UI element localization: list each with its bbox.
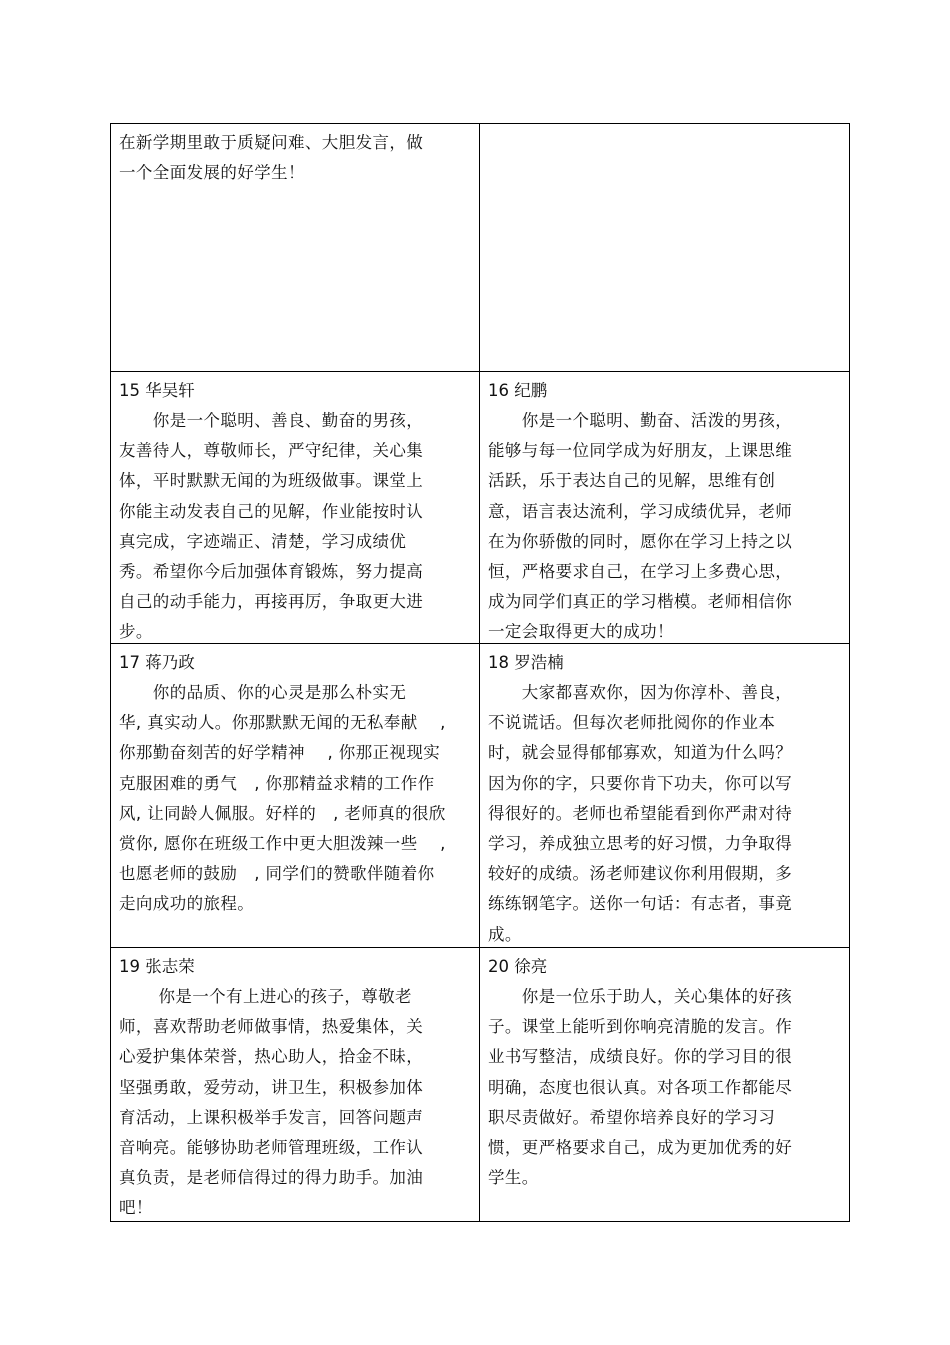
comment-line: 师，喜欢帮助老师做事情，热爱集体，关	[119, 1017, 424, 1037]
table-row	[111, 124, 850, 372]
comment-line: 坚强勇敢，爱劳动，讲卫生，积极参加体	[119, 1077, 424, 1097]
comment-line: 意，语言表达流利，学习成绩优异，老师	[488, 501, 793, 521]
comment-line: 一定会取得更大的成功！	[488, 622, 674, 642]
comment-line: 时，就会显得郁郁寡欢，知道为什么吗？	[488, 743, 793, 763]
comment-line: 风, 让同龄人佩服。好样的 , 老师真的很欣	[119, 803, 446, 823]
comment-line: 学生。	[488, 1168, 539, 1188]
comment-line: 职尽责做好。希望你培养良好的学习习	[488, 1107, 776, 1127]
table-cell	[111, 644, 480, 948]
table-row	[111, 372, 850, 644]
comment-line: 学习，养成独立思考的好习惯，力争取得	[488, 834, 793, 854]
table-cell	[480, 372, 850, 644]
comment-line: 活跃，乐于表达自己的见解，思维有创	[488, 471, 776, 491]
comment-line: 心爱护集体荣誉，热心助人，拾金不昧，	[119, 1047, 424, 1067]
comment-line: 你是一位乐于助人，关心集体的好孩	[488, 987, 793, 1006]
comment-line: 体，平时默默无闻的为班级做事。课堂上	[119, 471, 424, 491]
comment-line: 赏你, 愿你在班级工作中更大胆泼辣一些 ,	[119, 834, 446, 854]
comment-line: 自己的动手能力，再接再厉，争取更大进	[119, 592, 424, 612]
comment-line: 在新学期里敢于质疑问难、大胆发言，做	[119, 133, 424, 152]
student-name: 19 张志荣	[119, 957, 195, 976]
comment-line: 你那勤奋刻苦的好学精神 , 你那正视现实	[119, 743, 441, 763]
table-cell	[111, 124, 480, 372]
student-name: 17 蒋乃政	[119, 653, 195, 672]
student-name: 18 罗浩楠	[488, 653, 564, 672]
comment-line: 你是一个聪明、勤奋、活泼的男孩，	[488, 411, 793, 430]
comments-table	[110, 123, 850, 1222]
comment-line: 友善待人，尊敬师长，严守纪律，关心集	[119, 441, 424, 461]
table-cell	[111, 372, 480, 644]
comment-line: 真负责，是老师信得过的得力助手。加油	[119, 1168, 424, 1188]
comment-line: 得很好的。老师也希望能看到你严肃对待	[488, 803, 793, 823]
comment-line: 成为同学们真正的学习楷模。老师相信你	[488, 592, 793, 612]
student-name: 20 徐亮	[488, 957, 548, 976]
table-cell	[480, 644, 850, 948]
table-cell	[111, 948, 480, 1222]
table-cell	[480, 124, 850, 372]
comment-line: 育活动，上课积极举手发言，回答问题声	[119, 1107, 424, 1127]
comment-line: 华, 真实动人。你那默默无闻的无私奉献 ,	[119, 713, 446, 733]
table-row	[111, 948, 850, 1222]
table-row	[111, 644, 850, 948]
comment-line: 秀。希望你今后加强体育锻炼，努力提高	[119, 562, 424, 582]
comment-line: 较好的成绩。汤老师建议你利用假期，多	[488, 864, 793, 884]
comment-line: 惯，更严格要求自己，成为更加优秀的好	[488, 1138, 793, 1158]
comment-line: 不说谎话。但每次老师批阅你的作业本	[488, 713, 776, 733]
comment-line: 克服困难的勇气 , 你那精益求精的工作作	[119, 773, 435, 793]
comment-line: 真完成，字迹端正、清楚，学习成绩优	[119, 531, 407, 551]
student-name: 16 纪鹏	[488, 381, 548, 400]
comment-line: 走向成功的旅程。	[119, 894, 255, 914]
comment-line: 练练钢笔字。送你一句话：有志者，事竟	[488, 894, 793, 914]
comment-line: 明确，态度也很认真。对各项工作都能尽	[488, 1077, 793, 1097]
comment-line: 在为你骄傲的同时，愿你在学习上持之以	[488, 531, 793, 551]
comment-line: 音响亮。能够协助老师管理班级，工作认	[119, 1138, 424, 1158]
comment-line: 你是一个有上进心的孩子，尊敬老	[119, 987, 412, 1006]
comment-line: 因为你的字，只要你肯下功夫，你可以写	[488, 773, 793, 793]
comment-line: 成。	[488, 924, 522, 944]
comment-line: 一个全面发展的好学生！	[119, 163, 305, 183]
comment-line: 也愿老师的鼓励 , 同学们的赞歌伴随着你	[119, 864, 435, 884]
comment-line: 业书写整洁，成绩良好。你的学习目的很	[488, 1047, 793, 1067]
comment-line: 你是一个聪明、善良、勤奋的男孩，	[119, 411, 424, 430]
comment-line: 你能主动发表自己的见解，作业能按时认	[119, 501, 424, 521]
comment-line: 吧！	[119, 1198, 153, 1218]
comment-line: 步。	[119, 622, 153, 642]
comment-line: 能够与每一位同学成为好朋友，上课思维	[488, 441, 793, 461]
comment-line: 子。课堂上能听到你响亮清脆的发言。作	[488, 1017, 793, 1037]
comment-line: 大家都喜欢你，因为你淳朴、善良，	[488, 683, 793, 702]
student-name: 15 华吴轩	[119, 381, 195, 400]
table-cell	[480, 948, 850, 1222]
comment-line: 恒，严格要求自己，在学习上多费心思，	[488, 562, 793, 582]
comment-line: 你的品质、你的心灵是那么朴实无	[119, 683, 407, 702]
